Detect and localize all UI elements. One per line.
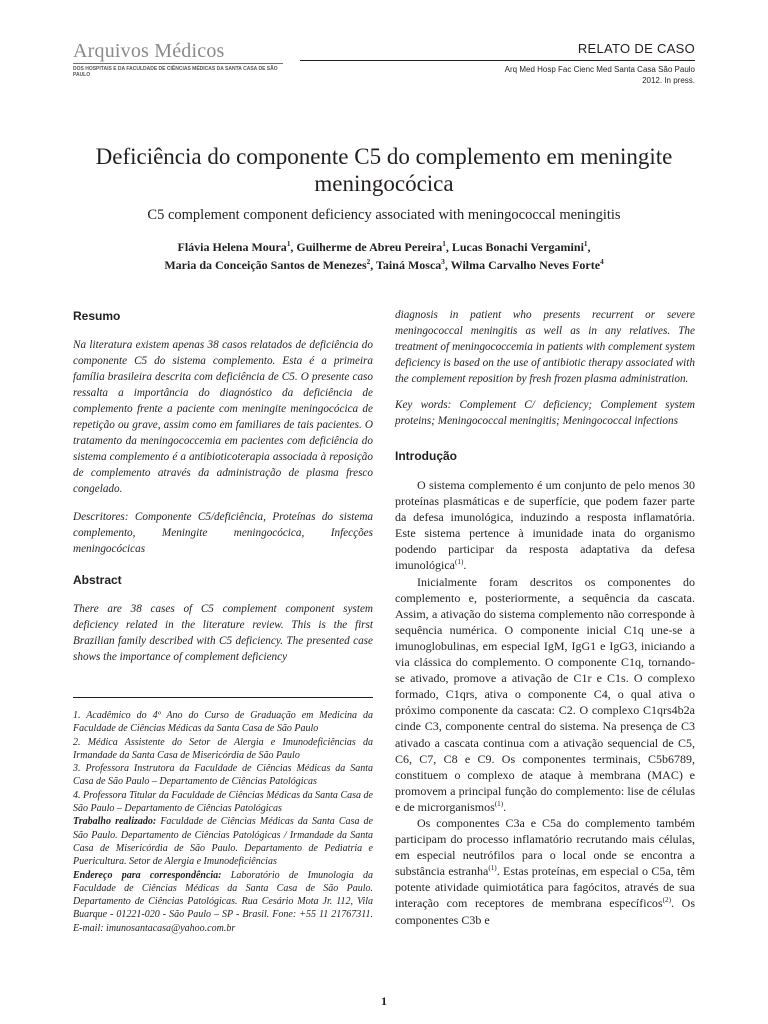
right-column	[395, 307, 695, 928]
resumo-heading: Resumo	[73, 309, 121, 323]
page-number: 1	[381, 994, 387, 1008]
descritores	[73, 509, 373, 557]
author: Lucas Bonachi Vergamini$^1$,	[451, 240, 591, 254]
footnote-1: 1. Acadêmico do 4º Ano do Curso de Graduação em Medicina da Faculdade de Ciências Médicas da Santa Casa de São Paulo	[73, 710, 373, 735]
endereco	[73, 869, 373, 935]
citation-line-1: Arq Med Hosp Fac Cienc Med Santa Casa São Paulo	[504, 65, 695, 74]
journal-name: Arquivos Médicos	[73, 40, 225, 62]
endereco-text: Laboratório de Imunologia da Faculdade de Ciências Médicas da Santa Casa de São Paulo. Departamento de Ciências Patológicas. Rua Cesário Mota Jr. 112, Vila Buarque - 01221-020 - São Paulo – SP - Brasil. Fone: +55 11 21767311. E-mail: imunosantacasa@yahoo.com.br	[73, 869, 373, 934]
author: Wilma Carvalho Neves Forte$^4$	[450, 258, 604, 272]
keywords-text: : Complement C/ deficiency; Complement system proteins; Meningococcal meningitis; Meningococcal infections	[395, 399, 695, 427]
trabalho-text: Faculdade de Ciências Médicas da Santa Casa de São Paulo. Departamento de Ciências Patológicas / Irmandade da Santa Casa de Misericórdia de São Paulo. Departamento de Pediatria e Puericultura. Setor de Alergia e Imunodeficiências	[73, 816, 374, 868]
trabalho-label: Trabalho realizado:	[73, 816, 157, 828]
footnote-3: 3. Professora Instrutora da Faculdade de Ciências Médicas da Santa Casa de São Paulo – Departamento de Ciências Patológicas	[73, 763, 373, 788]
author: Guilherme de Abreu Pereira$^1$,	[296, 240, 452, 254]
footnote-4: 4. Professora Titular da Faculdade de Ciências Médicas da Santa Casa de São Paulo – Departamento de Ciências Patológicas	[73, 789, 373, 815]
header-rule-left	[73, 63, 283, 64]
abstract-text-part-1: There are 38 cases of C5 complement component system deficiency related in the literature review. This is the first Brazilian family described with C5 deficiency. The presented case shows the importance of complement deficiency	[73, 603, 373, 663]
resumo-text: Na literatura existem apenas 38 casos relatados de deficiência do componente C5 do sistema complemento. Esta é a primeira família brasileira descrita com deficiência de C5. O presente caso ressalta a importância do diagnóstico da deficiência de complemento frente a paciente com meningite meningocócica de repetição ou grave, assim como em familiares de tais pacientes. O tratamento da meningococcemia em pacientes com deficiência do sistema complemento é a antibioticoterapia associada à reposição de complemento através da administração de plasma fresco congelado.	[73, 339, 373, 495]
keywords	[395, 397, 695, 429]
author: Flávia Helena Moura$^1$,	[177, 240, 297, 254]
footnote-rule	[73, 697, 373, 698]
abstract-text-part-2: diagnosis in patient who presents recurrent or severe meningococcal meningitis as well as in any relatives. The treatment of meningococcemia in patients with complement system deficiency is based on the use of antibiotic therapy associated with the complement reposition by fresh frozen plasma administration.	[395, 309, 695, 385]
article-subtitle: C5 complement component deficiency associated with meningococcal meningitis	[147, 207, 621, 223]
journal-logo	[73, 40, 283, 62]
introducao-heading: Introdução	[395, 449, 457, 463]
header-rule-right	[300, 60, 695, 61]
journal-subtitle: DOS HOSPITAIS E DA FACULDADE DE CIÊNCIAS MÉDICAS DA SANTA CASA DE SÃO PAULO	[73, 66, 278, 78]
trabalho-realizado	[73, 815, 373, 868]
citation	[435, 64, 695, 86]
citation-ref: (2)	[662, 896, 671, 905]
citation-line-2: 2012. In press.	[642, 76, 695, 85]
section-label: RELATO DE CASO	[577, 41, 695, 56]
citation-ref: (1)	[494, 799, 504, 808]
left-column	[73, 309, 373, 665]
footnotes	[73, 709, 373, 935]
intro-paragraph-2: Inicialmente foram descritos os componentes do complemento e, posteriormente, a sequência da cascata. Assim, a ativação do sistema complemento não corresponde à sequência numérica. O componente inicial C1q une-se a imunoglobulinas, em especial IgM, IgG1 e IgG3, iniciando a via clássica do complemento. O componente C1q, tornando-se ativado, promove a ativação de C1r e C1s. O complexo formado, C1qrs, ativa o componente C4, o qual ativa o próximo componente da cascata: C2. O complexo C1qrs4b2a cinde C3, componente central do sistema. Na presença de C3 ativado a cascata continua com a ativação sequencial de C5, C6, C7, C8 e C9. Os componentes terminais, C5b6789, constituem o complexo de ataque à membrana (MAC) e promovem a principal função do complemento: lise de células e de microrganismos$^{(1)}$.	[395, 574, 695, 814]
endereco-label: Endereço para correspondência:	[73, 869, 222, 881]
intro-paragraph-3: Os componentes C3a e C5a do complemento também participam do processo inflamatório recrutando mais células, em especial neutrófilos para o local onde se encontra a substância estranha$^{(1)}$. Estas proteínas, em especial o C5a, têm potente atividade quimiotática para fagócitos, através de sua interação com receptores de membrana específicos$^{(2)}$. Os componentes C3b e	[395, 815, 695, 927]
article-title: Deficiência do componente C5 do complemento em meningite meningocócica	[95, 144, 673, 196]
author: Maria da Conceição Santos de Menezes$^2$,	[164, 258, 377, 272]
descritores-label: Descritores	[73, 511, 125, 523]
intro-paragraph-1: O sistema complemento é um conjunto de pelo menos 30 proteínas plasmáticas e de superfície, que podem fazer parte da defesa imunológica, induzindo a resposta inflamatória. Este sistema pertence à imunidade inata do organismo podendo participar da resposta adaptativa da defesa imunológica$^{(1)}$.	[395, 478, 695, 573]
abstract-heading: Abstract	[73, 573, 122, 587]
descritores-text: : Componente C5/deficiência, Proteínas do sistema complemento, Meningite meningocócica, Infecções meningocócicas	[73, 511, 373, 555]
author-list	[60, 238, 708, 274]
keywords-label: Key words	[395, 399, 448, 411]
citation-ref: (1)	[488, 864, 497, 873]
footnote-2: 2. Médica Assistente do Setor de Alergia e Imunodeficiências da Irmandade da Santa Casa de Misericórdia de São Paulo	[73, 736, 373, 761]
author: Tainá Mosca$^3$,	[376, 258, 451, 272]
citation-ref: (1)	[455, 558, 464, 567]
